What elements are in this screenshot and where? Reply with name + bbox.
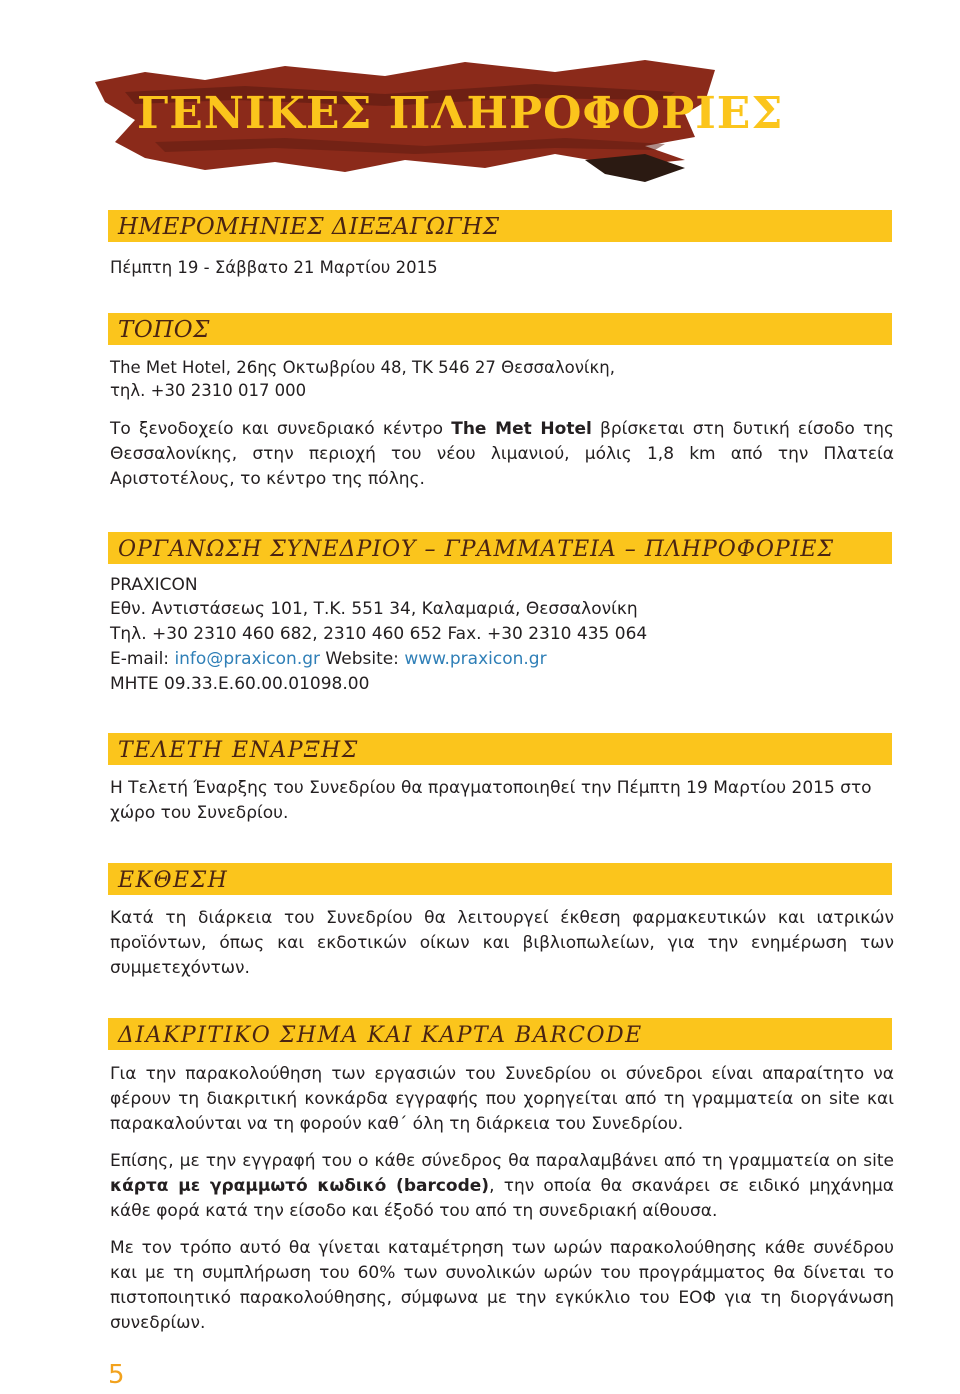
email-link[interactable]: info@praxicon.gr: [174, 649, 321, 669]
badge-para-3: Με τον τρόπο αυτό θα γίνεται καταμέτρηση των ωρών παρακολούθησης κάθε συνέδρου και με τη συμπλήρωση του 60% των συνολικών ωρών του προγράμματος θα δίνεται το πιστοποιητικό παρακολούθησης, σύμφωνα με την εγκύκλιο του ΕΟΦ για τη διοργάνωση συνεδρίων.: [110, 1238, 894, 1333]
website-label: Website:: [320, 649, 405, 669]
badge-para-2-end: , την οποία θα σκανάρει σε ειδικό μηχάνημα κάθε φορά κατά την είσοδο και έξοδό του από τη συνεδριακή αίθουσα.: [110, 1176, 894, 1221]
venue-hotel-name: The Met Hotel: [451, 419, 592, 439]
dates-text: Πέμπτη 19 - Σάββατο 21 Μαρτίου 2015: [110, 258, 438, 277]
section-heading-organization: ΟΡΓΑΝΩΣΗ ΣΥΝΕΔΡΙΟΥ – ΓΡΑΜΜΑΤΕΙΑ – ΠΛΗΡΟΦΟΡΙΕΣ: [118, 537, 834, 562]
venue-description-start: Το ξενοδοχείο και συνεδριακό κέντρο: [110, 419, 452, 439]
section-header-dates: [108, 210, 892, 242]
org-company: PRAXICON: [110, 575, 198, 595]
badge-para-1: Για την παρακολούθηση των εργασιών του Συνεδρίου οι σύνεδροι είναι απαραίτητο να φέρουν τη διακριτική κονκάρδα εγγραφής που χορηγείται από τη γραμματεία on site και παρακαλούνται να τη φορούν καθ΄ όλη τη διάρκεια του Συνεδρίου.: [110, 1064, 894, 1134]
badge-para-2-start: Επίσης, με την εγγραφή του ο κάθε σύνεδρος θα παραλαμβάνει από τη γραμματεία on site: [110, 1151, 894, 1171]
page-number: 5: [108, 1360, 125, 1390]
venue-description: [110, 417, 894, 492]
section-header-venue: [108, 313, 892, 345]
org-registry: ΜΗΤΕ 09.33.Ε.60.00.01098.00: [110, 674, 370, 694]
section-heading-exhibition: ΕΚΘΕΣΗ: [118, 868, 229, 893]
org-phones: Τηλ. +30 2310 460 682, 2310 460 652 Fax. +30 2310 435 064: [110, 624, 648, 644]
barcode-card-label: κάρτα με γραμμωτό κωδικό (barcode): [110, 1176, 490, 1196]
page-title: ΓΕΝΙΚΕΣ ΠΛΗΡΟΦΟΡΙΕΣ: [137, 88, 784, 139]
org-address: Εθν. Αντιστάσεως 101, Τ.Κ. 551 34, Καλαμαριά, Θεσσαλονίκη: [110, 599, 638, 619]
venue-description-end: βρίσκεται στη δυτική είσοδο της Θεσσαλονίκης, στην περιοχή του νέου λιμανιού, μόλις 1,8 km από την Πλατεία Αριστοτέλους, το κέντρο της πόλης.: [110, 419, 895, 489]
section-heading-venue: ΤΟΠΟΣ: [118, 317, 210, 343]
exhibition-text: Κατά τη διάρκεια του Συνεδρίου θα λειτουργεί έκθεση φαρμακευτικών και ιατρικών προϊόντων, όπως και εκδοτικών οίκων και βιβλιοπωλείων, για την ενημέρωση των συμμετεχόντων.: [110, 908, 894, 978]
section-header-exhibition: [108, 863, 892, 895]
website-link[interactable]: www.praxicon.gr: [404, 649, 547, 669]
section-header-opening: [108, 733, 892, 765]
section-heading-opening: ΤΕΛΕΤΗ ΕΝΑΡΞΗΣ: [118, 738, 359, 763]
section-heading-dates: ΗΜΕΡΟΜΗΝΙΕΣ ΔΙΕΞΑΓΩΓΗΣ: [118, 214, 500, 240]
venue-phone: τηλ. +30 2310 017 000: [110, 381, 307, 400]
opening-text: Η Τελετή Έναρξης του Συνεδρίου θα πραγματοποιηθεί την Πέμπτη 19 Μαρτίου 2015 στο χώρο του Συνεδρίου.: [110, 778, 872, 823]
venue-address: The Met Hotel, 26ης Οκτωβρίου 48, ΤΚ 546 27 Θεσσαλονίκη,: [110, 358, 615, 377]
org-contacts: [110, 648, 547, 671]
email-label: E-mail:: [110, 649, 175, 669]
section-header-badge: [108, 1018, 892, 1050]
section-header-organization: [108, 532, 892, 564]
badge-para-2: [110, 1149, 894, 1224]
section-heading-badge: ΔΙΑΚΡΙΤΙΚΟ ΣΗΜΑ ΚΑΙ ΚΑΡΤΑ BARCODE: [118, 1023, 643, 1048]
